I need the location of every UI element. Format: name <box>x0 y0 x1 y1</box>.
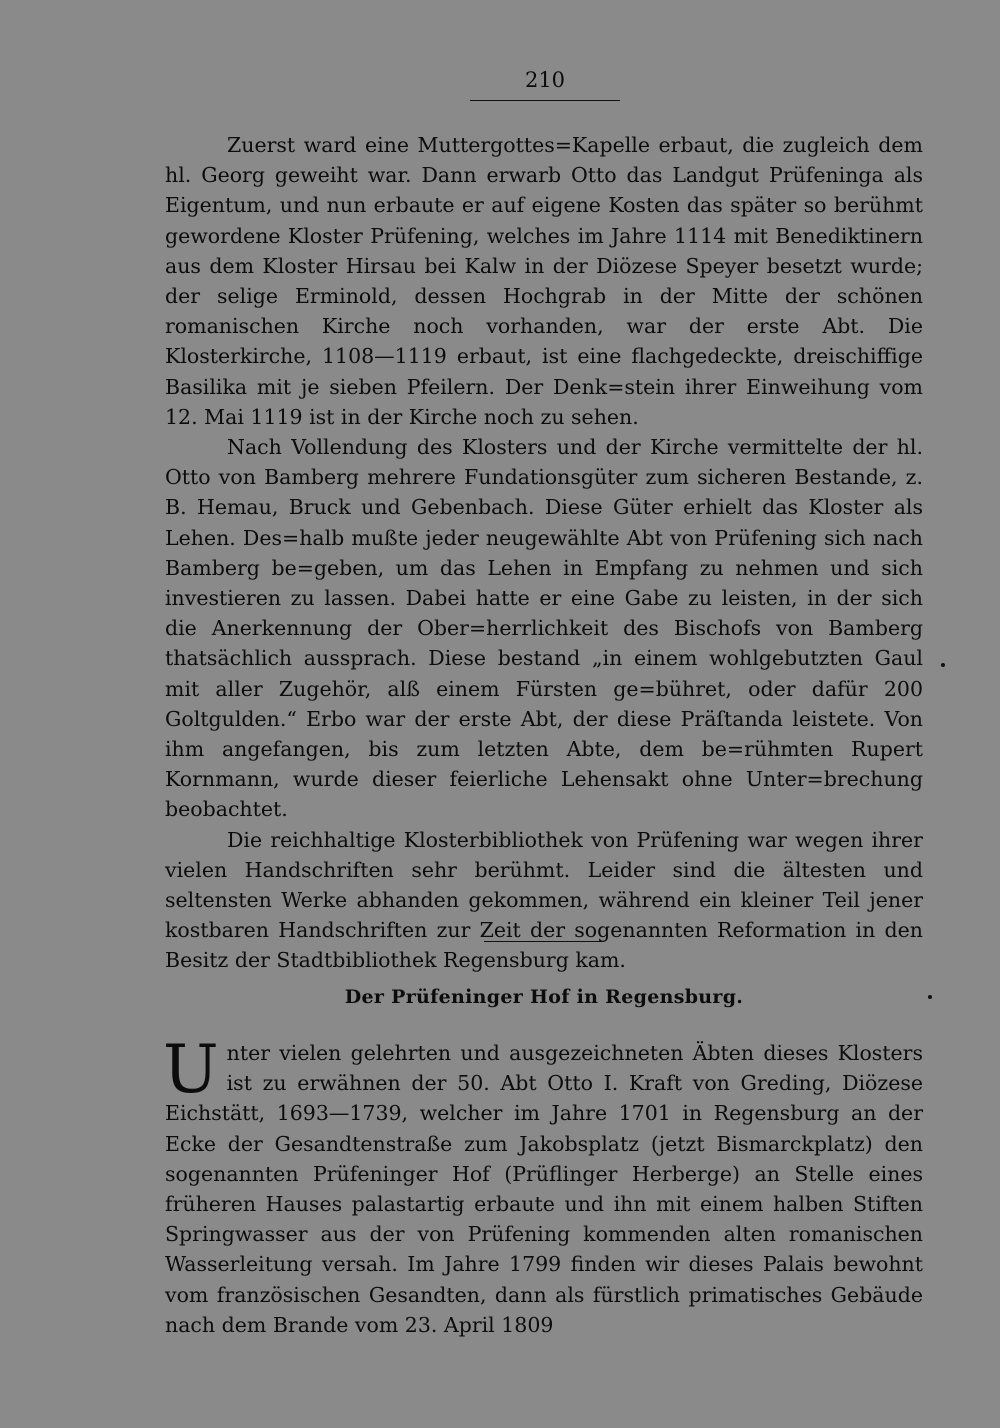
print-speck <box>928 995 932 999</box>
paragraph-library: Die reichhaltige Klosterbibliothek von Prüfening war wegen ihrer vielen Handschriften sehr berühmt. Leider sind die ältesten und seltensten Werke abhanden gekommen, während ein kleiner Teil jener kostbaren Handschriften zur Zeit der sogenannten Reformation in den Besitz der Stadtbibliothek Regensburg kam. <box>165 827 923 973</box>
page-number: 210 <box>524 68 566 92</box>
drop-cap-initial: U <box>163 1031 219 1108</box>
paragraph-chapel: Zuerst ward eine Muttergottes=Kapelle erbaut, die zugleich dem hl. Georg geweiht war. Dann erwarb Otto das Landgut Prüfeninga als Eigentum, und nun erbaute er auf eigene Kosten das später so berühmt gewordene Kloster Prüfening, welches im Jahre 1114 mit Benediktinern aus dem Kloster Hirsau bei Kalw in der Diözese Speyer besetzt wurde; der selige Erminold, dessen Hochgrab in der Mitte der schönen romanischen Kirche noch vorhanden, war der erste Abt. Die Klosterkirche, 1108—1119 erbaut, ist eine flachgedeckte, dreischiffige Basilika mit je sieben Pfeilern. Der Denk=stein ihrer Einweihung vom 12. Mai 1119 ist in der Kirche noch zu sehen. <box>165 133 923 429</box>
paragraph-fiefs: Nach Vollendung des Klosters und der Kirche vermittelte der hl. Otto von Bamberg mehrere Fundationsgüter zum sicheren Bestande, z. B. Hemau, Bruck und Gebenbach. Diese Güter erhielt das Kloster als Lehen. Des=halb mußte jeder neugewählte Abt von Prüfening sich nach Bamberg be=geben, um das Lehen in Empfang zu nehmen und sich investieren zu lassen. Dabei hatte er eine Gabe zu leisten, in der sich die Anerkennung der Ober=herrlichkeit des Bischofs von Bamberg thatsächlich aussprach. Diese bestand „in einem wohlgebutzten Gaul mit aller Zugehör, alß einem Fürsten ge=bühret, oder dafür 200 Goltgulden.“ Erbo war der erste Abt, der diese Präſtanda leistete. Von ihm angefangen, bis zum letzten Abte, dem be=rühmten Rupert Kornmann, wurde dieser feierliche Lehensakt ohne Unter=brechung beobachtet. <box>165 435 923 822</box>
section-divider <box>484 941 604 942</box>
paragraph-pruefeninger-hof <box>163 1031 923 1340</box>
main-text-block <box>165 130 923 976</box>
print-speck <box>941 663 945 667</box>
section-text-block <box>163 1031 923 1340</box>
page-number-rule <box>470 100 620 101</box>
paragraph-body: nter vielen gelehrten und ausgezeichneten Äbten dieses Klosters ist zu erwähnen der 50. Abt Otto I. Kraft von Greding, Diözese Eichstätt, 1693—1739, welcher im Jahre 1701 in Regensburg an der Ecke der Gesandtenstraße zum Jakobsplatz (jetzt Bismarckplatz) den sogenannten Prüfeninger Hof (Prüflinger Herberge) an Stelle eines früheren Hauses palastartig erbaute und ihn mit einem halben Stiften Springwasser aus der von Prüfening kommenden alten romanischen Wasserleitung versah. Im Jahre 1799 finden wir dieses Palais bewohnt vom französischen Gesandten, dann als fürstlich primatisches Gebäude nach dem Brande vom 23. April 1809 <box>165 1041 923 1337</box>
section-heading: Der Prüfeninger Hof in Regensburg. <box>344 986 744 1008</box>
